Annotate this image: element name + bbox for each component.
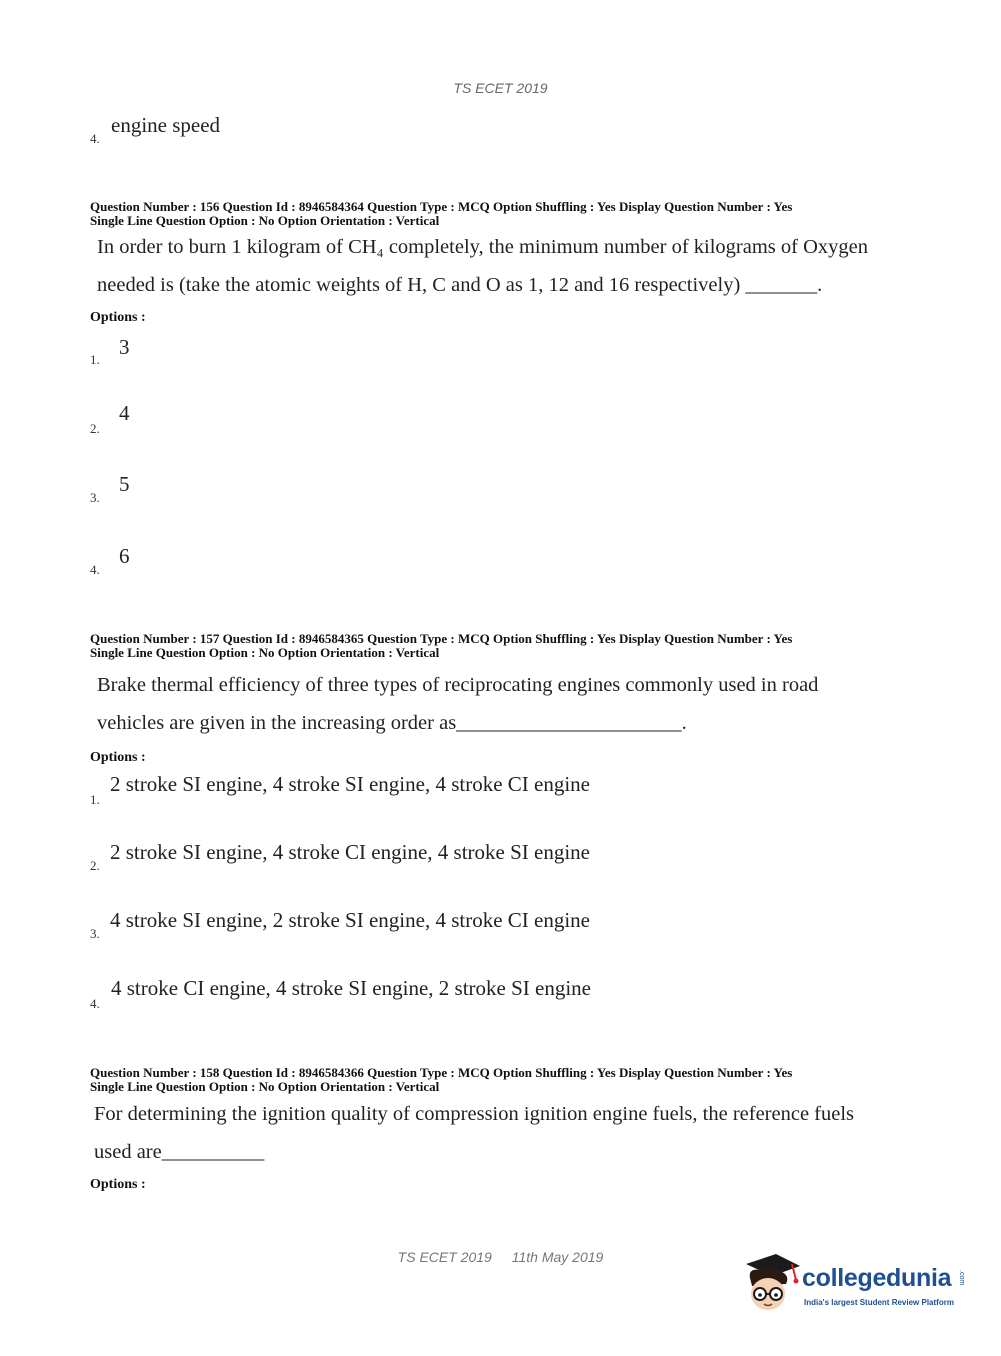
q158-meta [90,1066,950,1094]
q158-meta-line-1: Question Number : 158 Question Id : 8946584366 Question Type : MCQ Option Shuffling : Yes Display Question Number : Yes [90,1065,793,1080]
q156-options-label: Options : [90,310,146,325]
q157-meta [90,632,950,660]
prev-option-text: engine speed [111,113,221,137]
brand-tld: .com [958,1270,965,1286]
q156-option-4-number: 4. [90,562,100,577]
q157-option-1-number: 1. [90,792,100,807]
q158-meta-line-2: Single Line Question Option : No Option Orientation : Vertical [90,1079,440,1094]
q156-meta-line-1: Question Number : 156 Question Id : 8946584364 Question Type : MCQ Option Shuffling : Yes Display Question Number : Yes [90,199,793,214]
q156-question-text [97,228,868,304]
q158-question-text [94,1095,854,1171]
q157-text-line-2: vehicles are given in the increasing order as______________________. [97,712,687,734]
q156-text-line-2: needed is (take the atomic weights of H, C and O as 1, 12 and 16 respectively) _______. [97,274,823,296]
brand-tagline: India's largest Student Review Platform [804,1298,954,1307]
q157-option-4-number: 4. [90,996,100,1011]
q157-question-text [97,666,818,742]
q157-options-label: Options : [90,750,146,765]
q156-option-1-text: 3 [119,335,130,359]
q156-option-3-number: 3. [90,490,100,505]
brand-name: collegedunia [802,1264,952,1292]
q157-option-3-text: 4 stroke SI engine, 2 stroke SI engine, 4 stroke CI engine [110,908,590,932]
footer-date: 11th May 2019 [511,1249,604,1265]
collegedunia-logo[interactable] [742,1250,972,1320]
footer-exam: TS ECET 2019 [397,1249,492,1265]
q157-option-3-number: 3. [90,926,100,941]
mascot-icon [742,1250,802,1320]
page-header: TS ECET 2019 [453,80,548,96]
q157-option-1-text: 2 stroke SI engine, 4 stroke SI engine, 4 stroke CI engine [110,772,590,796]
q158-text-line-2: used are__________ [94,1141,265,1163]
q158-text-line-1: For determining the ignition quality of compression ignition engine fuels, the reference fuels [94,1103,855,1125]
q157-option-2-text: 2 stroke SI engine, 4 stroke CI engine, 4 stroke SI engine [110,840,590,864]
q157-option-2-number: 2. [90,858,100,873]
q156-option-1-number: 1. [90,352,100,367]
q158-options-label: Options : [90,1177,146,1192]
q156-meta [90,200,950,228]
q157-text-line-1: Brake thermal efficiency of three types of reciprocating engines commonly used in road [97,674,819,696]
prev-option-number: 4. [90,131,100,146]
q157-option-4-text: 4 stroke CI engine, 4 stroke SI engine, 2 stroke SI engine [111,976,591,1000]
q156-option-2-number: 2. [90,421,100,436]
q156-text-line-1: In order to burn 1 kilogram of CH₄ completely, the minimum number of kilograms of Oxygen [97,236,869,258]
q156-meta-line-2: Single Line Question Option : No Option Orientation : Vertical [90,213,440,228]
q156-option-4-text: 6 [119,544,130,568]
q156-option-3-text: 5 [119,472,130,496]
q157-meta-line-1: Question Number : 157 Question Id : 8946584365 Question Type : MCQ Option Shuffling : Yes Display Question Number : Yes [90,631,793,646]
q156-option-2-text: 4 [119,401,130,425]
q157-meta-line-2: Single Line Question Option : No Option Orientation : Vertical [90,645,440,660]
